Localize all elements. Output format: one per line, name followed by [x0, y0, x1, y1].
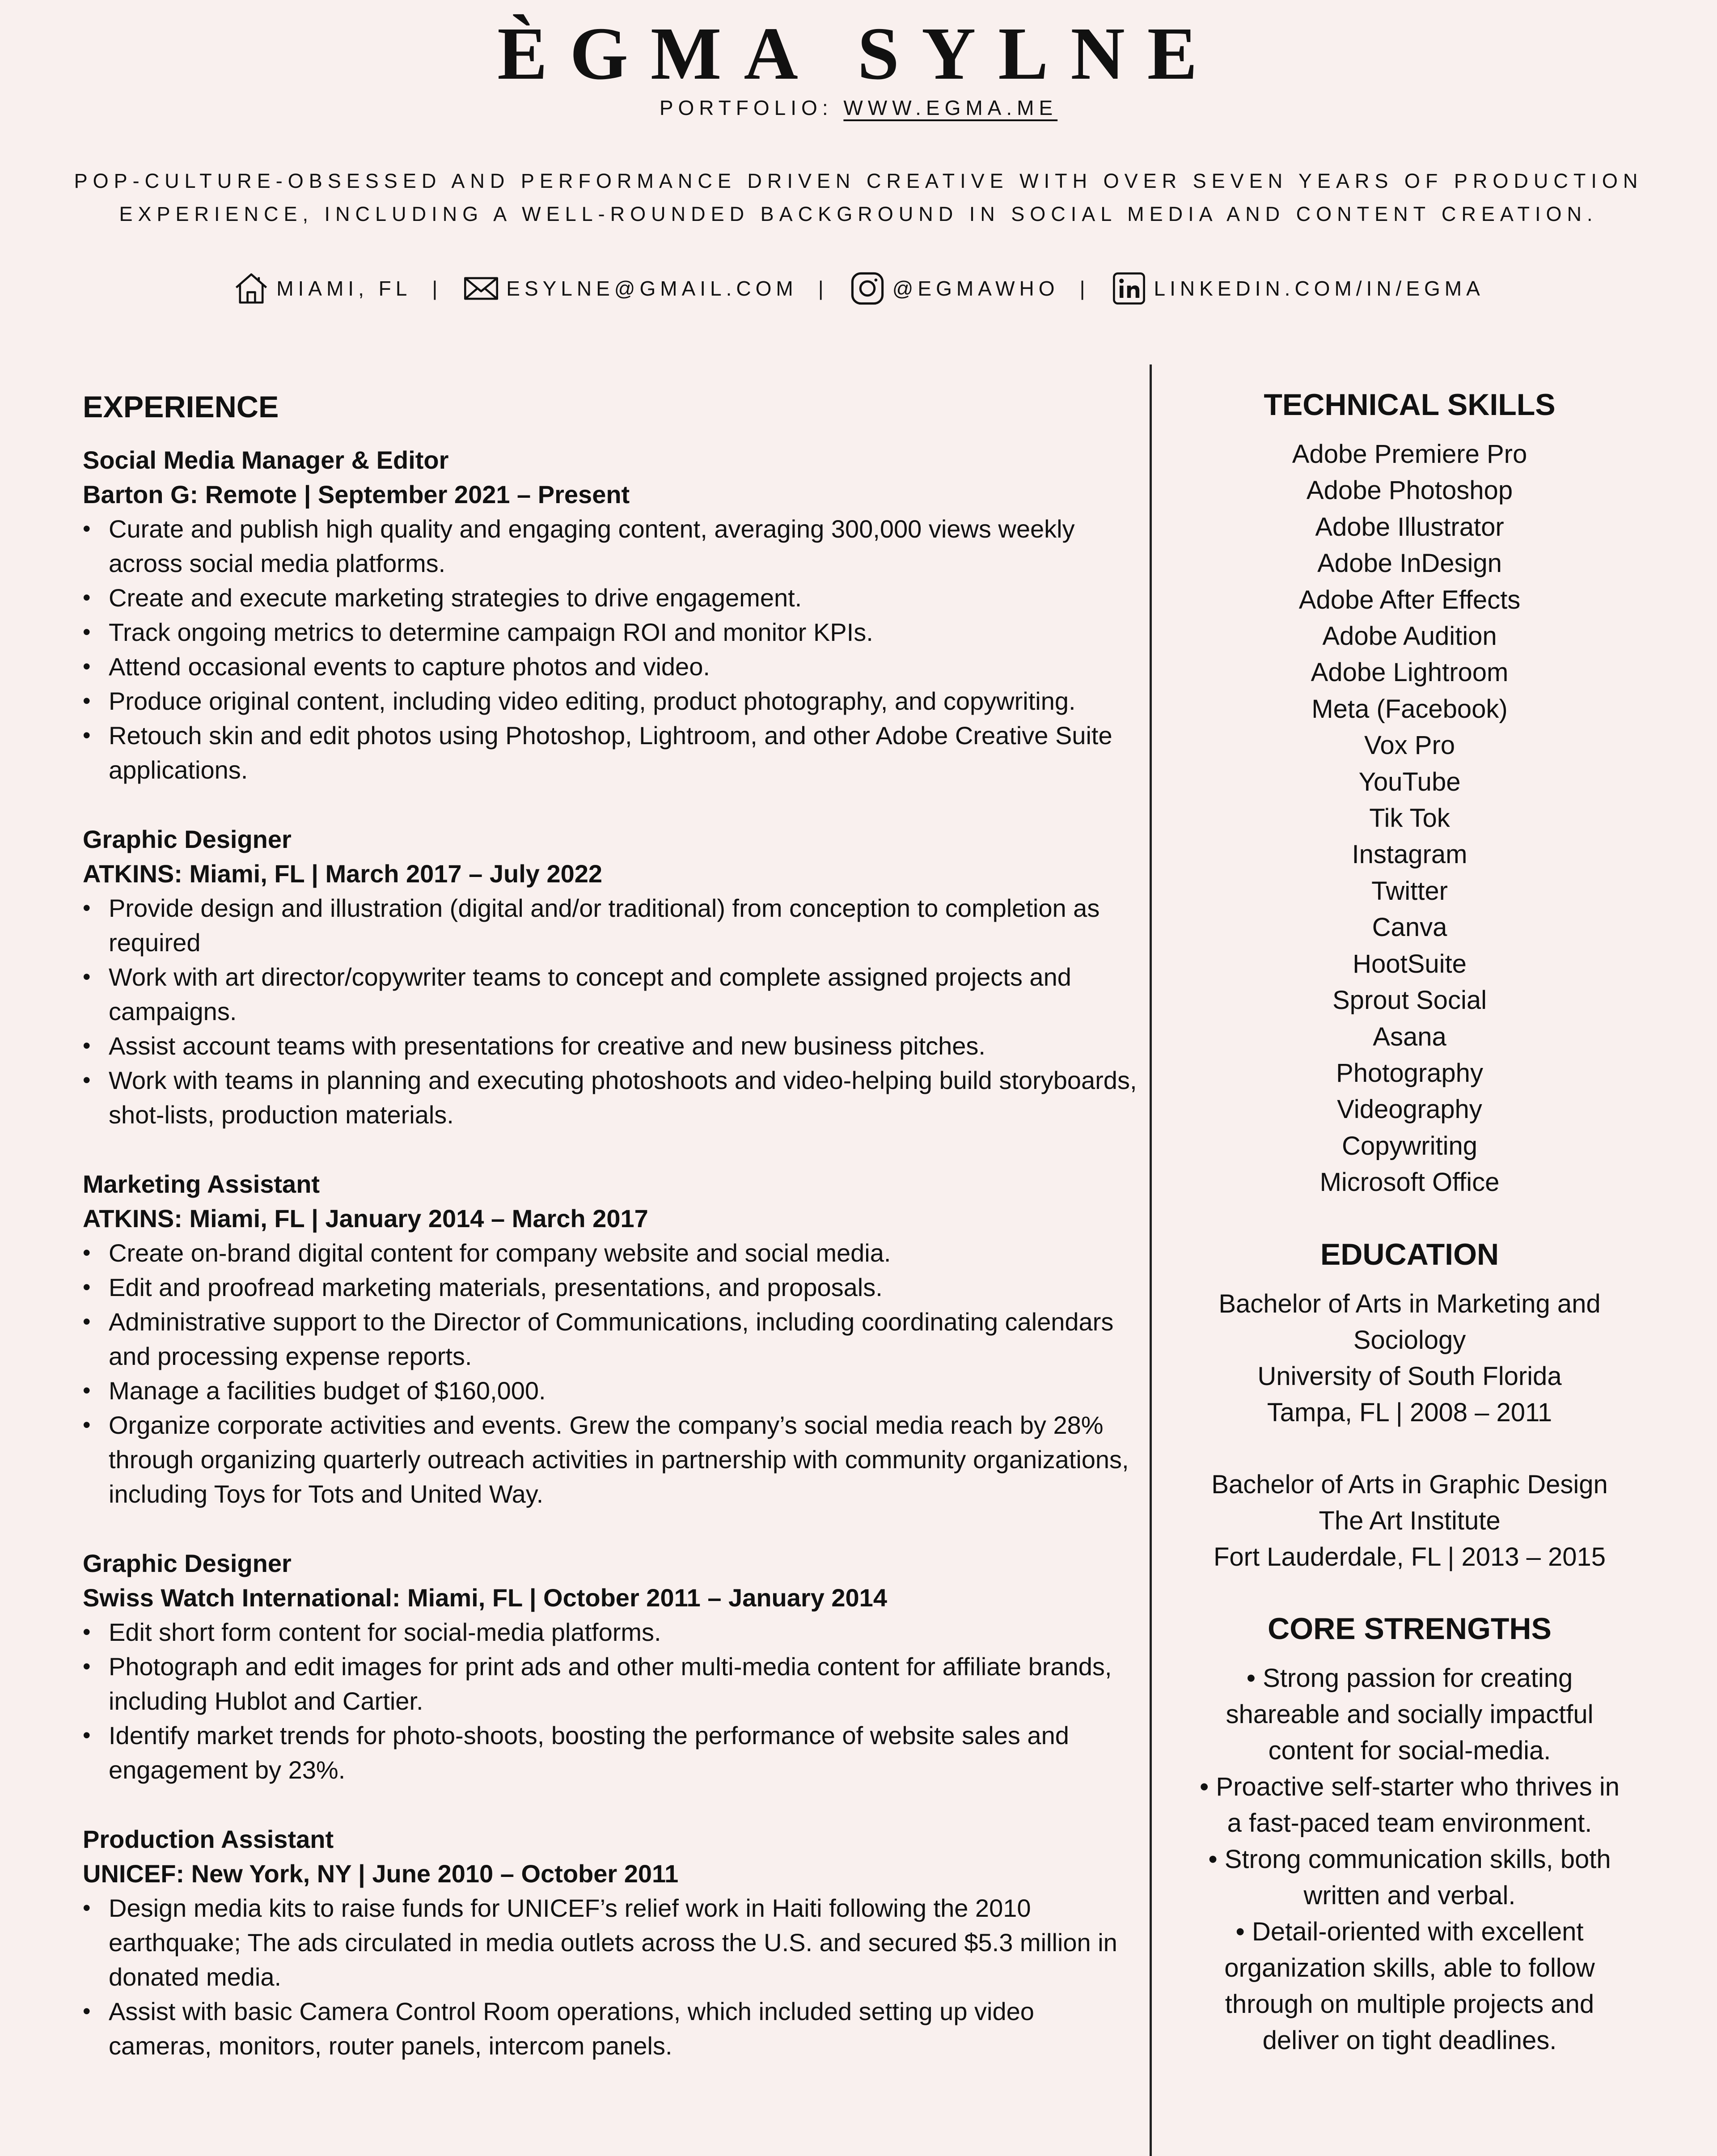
candidate-name: ÈGMA SYLNE [497, 12, 1220, 95]
job-org: Swiss Watch International: Miami, FL | October 2011 – January 2014 [83, 1584, 887, 1612]
strength-line: content for social-media. [1268, 1736, 1551, 1765]
strength-item [1171, 1841, 1648, 1914]
education-line: University of South Florida [1257, 1361, 1562, 1391]
bullet-item: • Provide design and illustration (digital and/or traditional) from conception to completion as required [83, 891, 1138, 960]
bullet-list [83, 1615, 1138, 1787]
job-org: ATKINS: Miami, FL | March 2017 – July 2022 [83, 860, 603, 888]
instagram-handle[interactable]: @EGMAWHO [892, 277, 1059, 300]
bullet-item: • Design media kits to raise funds for UNICEF’s relief work in Haiti following the 2010 earthquake; The ads circulated in media outlets across the U.S. and secured $5.3 million in donated media. [83, 1891, 1138, 1994]
skill-item: Vox Pro [1364, 731, 1455, 760]
skill-item: Copywriting [1342, 1131, 1477, 1161]
strength-line: • Proactive self-starter who thrives in [1200, 1772, 1620, 1801]
instagram-icon [849, 270, 886, 307]
email-text[interactable]: ESYLNE@GMAIL.COM [506, 277, 798, 300]
education-line: Tampa, FL | 2008 – 2011 [1267, 1398, 1552, 1427]
strength-line: deliver on tight deadlines. [1262, 2025, 1557, 2055]
skill-item: Tik Tok [1369, 804, 1450, 833]
job-title: Marketing Assistant [83, 1170, 320, 1198]
bullet-item: • Produce original content, including video editing, product photography, and copywriting. [83, 684, 1138, 718]
column-divider [1150, 364, 1152, 2156]
strength-line: written and verbal. [1303, 1881, 1516, 1910]
bullet-item: • Create on-brand digital content for company website and social media. [83, 1236, 1138, 1270]
education-entry [1171, 1466, 1648, 1575]
contact-email[interactable] [462, 270, 797, 307]
contact-bar [0, 266, 1717, 311]
strength-line: • Detail-oriented with excellent [1235, 1917, 1584, 1946]
job-list [83, 443, 1138, 2063]
linkedin-text[interactable]: LINKEDIN.COM/IN/EGMA [1154, 277, 1484, 300]
bullet-item: • Manage a facilities budget of $160,000. [83, 1373, 1138, 1408]
skill-item: HootSuite [1353, 949, 1467, 978]
bullet-item: • Assist with basic Camera Control Room operations, which included setting up video cameras, monitors, router panels, intercom panels. [83, 1994, 1138, 2063]
contact-separator: | [818, 277, 828, 300]
summary [72, 165, 1645, 231]
bullet-item: • Administrative support to the Director of Communications, including coordinating calendars and processing expense reports. [83, 1305, 1138, 1373]
job-title: Production Assistant [83, 1825, 334, 1853]
job-org: ATKINS: Miami, FL | January 2014 – March 2017 [83, 1204, 648, 1233]
mail-icon [462, 270, 500, 307]
contact-linkedin[interactable] [1110, 270, 1484, 307]
job-entry [83, 443, 1138, 787]
skill-item: Adobe InDesign [1317, 549, 1502, 578]
job-title: Graphic Designer [83, 825, 292, 853]
bullet-item: • Work with art director/copywriter teams to concept and complete assigned projects and campaigns. [83, 960, 1138, 1029]
skill-item: Adobe Photoshop [1306, 476, 1513, 505]
summary-line: EXPERIENCE, INCLUDING A WELL-ROUNDED BACKGROUND IN SOCIAL MEDIA AND CONTENT CREATION. [119, 203, 1598, 225]
bullet-list [83, 512, 1138, 787]
education-entry [1171, 1286, 1648, 1431]
skill-item: Adobe After Effects [1298, 585, 1521, 614]
skill-item: Adobe Premiere Pro [1292, 440, 1527, 469]
section-title: EDUCATION [1320, 1237, 1499, 1271]
skill-item: YouTube [1358, 767, 1461, 796]
bullet-item: • Edit short form content for social-media platforms. [83, 1615, 1138, 1649]
strength-line: • Strong communication skills, both [1208, 1844, 1611, 1874]
bullet-list [83, 1236, 1138, 1511]
skill-item: Instagram [1352, 840, 1467, 869]
skill-item: Twitter [1371, 876, 1448, 906]
strength-line: through on multiple projects and [1225, 1989, 1594, 2019]
job-org: Barton G: Remote | September 2021 – Present [83, 480, 630, 508]
education-line: The Art Institute [1319, 1506, 1501, 1535]
strength-line: • Strong passion for creating [1246, 1663, 1573, 1693]
skill-item: Adobe Audition [1322, 622, 1497, 651]
education-line: Bachelor of Arts in Graphic Design [1211, 1470, 1608, 1499]
skill-item: Canva [1372, 913, 1447, 942]
bullet-list [83, 891, 1138, 1132]
section-title: CORE STRENGTHS [1268, 1611, 1552, 1646]
bullet-item: • Work with teams in planning and executing photoshoots and video-helping build storyboards, shot-lists, production materials. [83, 1063, 1138, 1132]
strength-item [1171, 1660, 1648, 1769]
bullet-list [83, 1891, 1138, 2063]
education-line: Sociology [1353, 1325, 1466, 1355]
experience-section [83, 385, 1138, 2098]
linkedin-icon [1110, 270, 1148, 307]
strengths-list [1171, 1660, 1648, 2059]
contact-separator: | [432, 277, 442, 300]
portfolio-label: PORTFOLIO: [659, 96, 833, 119]
job-entry [83, 1546, 1138, 1787]
strength-line: shareable and socially impactful [1226, 1699, 1594, 1729]
strength-item [1171, 1769, 1648, 1841]
job-title: Social Media Manager & Editor [83, 446, 449, 474]
contact-instagram[interactable] [849, 270, 1059, 307]
skill-item: Asana [1373, 1022, 1446, 1051]
strength-line: organization skills, able to follow [1224, 1953, 1595, 1982]
section-title: TECHNICAL SKILLS [1264, 388, 1556, 422]
bullet-item: • Assist account teams with presentations for creative and new business pitches. [83, 1029, 1138, 1063]
education-list [1171, 1286, 1648, 1575]
portfolio-line [0, 96, 1717, 120]
bullet-item: • Retouch skin and edit photos using Photoshop, Lightroom, and other Adobe Creative Suite applications. [83, 718, 1138, 787]
section-title: EXPERIENCE [83, 390, 279, 424]
bullet-item: • Curate and publish high quality and engaging content, averaging 300,000 views weekly across social media platforms. [83, 512, 1138, 580]
job-entry [83, 1822, 1138, 2063]
bullet-item: • Photograph and edit images for print ads and other multi-media content for affiliate brands, including Hublot and Cartier. [83, 1649, 1138, 1718]
job-entry [83, 822, 1138, 1132]
education-line: Bachelor of Arts in Marketing and [1218, 1289, 1601, 1318]
contact-separator: | [1079, 277, 1090, 300]
skill-item: Adobe Illustrator [1315, 512, 1504, 542]
skill-item: Videography [1337, 1095, 1482, 1124]
skill-item: Photography [1336, 1058, 1483, 1088]
location-text: MIAMI, FL [276, 277, 412, 300]
skill-item: Adobe Lightroom [1311, 658, 1509, 687]
sidebar [1171, 382, 1648, 2059]
skill-item: Meta (Facebook) [1311, 694, 1508, 724]
bullet-item: • Track ongoing metrics to determine campaign ROI and monitor KPIs. [83, 615, 1138, 649]
strength-line: a fast-paced team environment. [1227, 1808, 1592, 1838]
bullet-item: • Organize corporate activities and events. Grew the company’s social media reach by 28% through organizing quarterly outreach activities in partnership with community organizations, including Toys for Tots and United Way. [83, 1408, 1138, 1511]
bullet-item: • Attend occasional events to capture photos and video. [83, 649, 1138, 684]
portfolio-link[interactable]: WWW.EGMA.ME [843, 96, 1058, 119]
job-title: Graphic Designer [83, 1549, 292, 1577]
summary-line: POP-CULTURE-OBSESSED AND PERFORMANCE DRIVEN CREATIVE WITH OVER SEVEN YEARS OF PRODUCTION [74, 169, 1643, 192]
bullet-item: • Edit and proofread marketing materials, presentations, and proposals. [83, 1270, 1138, 1305]
skills-list [1171, 436, 1648, 1201]
job-entry [83, 1167, 1138, 1511]
contact-location [233, 270, 411, 307]
job-org: UNICEF: New York, NY | June 2010 – October 2011 [83, 1859, 679, 1888]
skill-item: Microsoft Office [1319, 1168, 1500, 1197]
education-line: Fort Lauderdale, FL | 2013 – 2015 [1213, 1542, 1606, 1571]
bullet-item: • Create and execute marketing strategies to drive engagement. [83, 580, 1138, 615]
home-icon [233, 270, 270, 307]
bullet-item: • Identify market trends for photo-shoots, boosting the performance of website sales and engagement by 23%. [83, 1718, 1138, 1787]
strength-item [1171, 1914, 1648, 2059]
skill-item: Sprout Social [1332, 986, 1487, 1015]
